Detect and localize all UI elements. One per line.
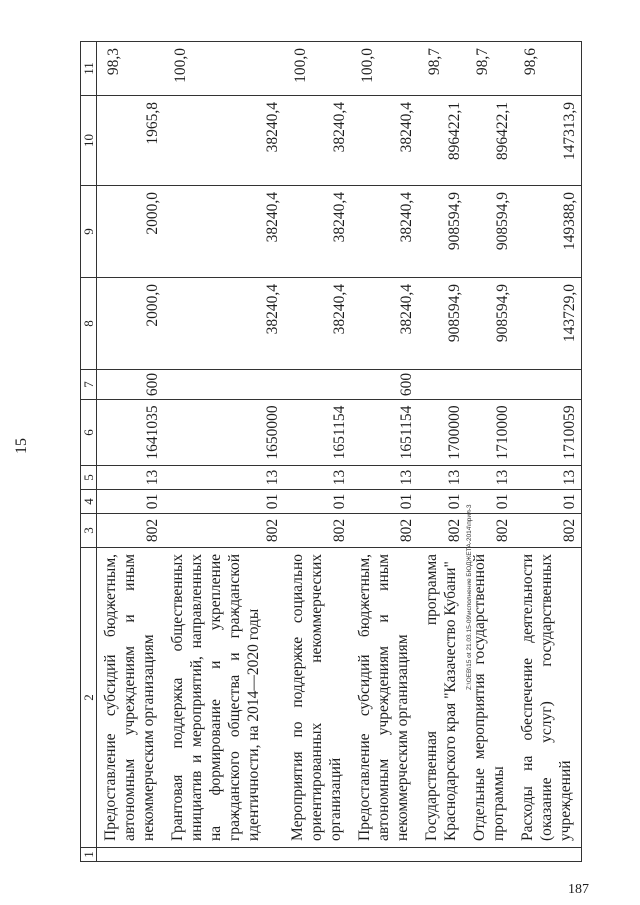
cell-code: 01 [418,490,466,514]
table-row [164,42,284,862]
cell-code: 01 [97,490,165,514]
cell-code: 600 [97,370,165,400]
rotated-table-area [80,42,578,862]
cell-code [466,370,514,400]
cell-code: 1641035 [97,400,165,466]
cell-value: 38240,4 [164,186,284,278]
cell-value: 2000,0 [97,186,165,278]
cell-code: 802 [97,514,165,548]
page-number-top: 15 [13,438,30,454]
cell-value: 908594,9 [418,186,466,278]
cell-value: 38240,4 [351,186,418,278]
column-header: 1 [81,848,97,862]
cell-value: 1965,8 [97,96,165,186]
cell-code: 01 [351,490,418,514]
cell-code: 802 [284,514,351,548]
row-name: Расходы на обеспечение деятельности (оказание услуг) государственных учреждений [514,548,582,848]
cell-code: 1710059 [514,400,582,466]
column-header: 5 [81,466,97,490]
cell-percent: 98,7 [418,42,466,96]
cell-value: 908594,9 [466,278,514,370]
file-path-footer: Z:\OEB\15 ot 21.03.15-09\исполнение БЮДЖЕТА-2014\прил-3 [466,504,473,690]
table-row [514,42,582,862]
cell-code: 01 [514,490,582,514]
cell-value: 38240,4 [164,96,284,186]
cell-code: 01 [284,490,351,514]
cell-value: 908594,9 [466,186,514,278]
cell-value: 147313,9 [514,96,582,186]
table-row [284,42,351,862]
column-header: 10 [81,96,97,186]
cell-code: 802 [164,514,284,548]
cell-code: 13 [514,466,582,490]
cell-code: 802 [351,514,418,548]
cell-code: 13 [418,466,466,490]
cell-code: 1650000 [164,400,284,466]
cell-code: 1651154 [284,400,351,466]
table-row [351,42,418,862]
row-name: Государственная программа Краснодарского края "Казачество Кубани" [418,548,466,848]
page-number-bottom: 187 [568,882,589,897]
cell-code: 600 [351,370,418,400]
cell-value: 38240,4 [284,186,351,278]
cell-code: 13 [284,466,351,490]
budget-table [80,41,582,862]
cell-code: 01 [466,490,514,514]
cell-value: 896422,1 [466,96,514,186]
row-name: Мероприятия по поддержке социально ориентированных некоммерческих организаций [284,548,351,848]
cell-value: 38240,4 [164,278,284,370]
column-header: 7 [81,370,97,400]
cell-value: 896422,1 [418,96,466,186]
cell-code: 13 [97,466,165,490]
cell-value: 38240,4 [351,96,418,186]
row-name: Предоставление субсидий бюджетным, автономным учреждениям и иным некоммерческим организациям [97,548,165,848]
cell-code: 13 [164,466,284,490]
cell-code: 802 [514,514,582,548]
cell-value: 149388,0 [514,186,582,278]
cell-value: 38240,4 [284,278,351,370]
column-header: 2 [81,548,97,848]
cell-percent: 100,0 [284,42,351,96]
table-header-row [81,42,97,862]
column-header: 9 [81,186,97,278]
cell-code: 1651154 [351,400,418,466]
cell-code [164,370,284,400]
cell-percent: 98,6 [514,42,582,96]
cell-value: 38240,4 [351,278,418,370]
cell-code [284,370,351,400]
row-name: Отдельные мероприятия государственной программы [466,548,514,848]
row-name: Грантовая поддержка общественных инициатив и мероприятий, направленных на формирование и укрепление гражданского общества и гражданской идентичности, на 2014—2020 годы [164,548,284,848]
cell-code [514,370,582,400]
cell-value: 38240,4 [284,96,351,186]
cell-percent: 100,0 [164,42,284,96]
cell-code: 802 [418,514,466,548]
cell-code: 1710000 [466,400,514,466]
cell-value: 143729,0 [514,278,582,370]
column-header: 8 [81,278,97,370]
row-name: Предоставление субсидий бюджетным, автономным учреждениям и иным некоммерческим организациям [351,548,418,848]
column-header: 3 [81,514,97,548]
cell-percent: 100,0 [351,42,418,96]
cell-code [418,370,466,400]
cell-code: 13 [466,466,514,490]
table-row [97,42,165,862]
cell-percent: 98,3 [97,42,165,96]
column-header: 11 [81,42,97,96]
cell-percent: 98,7 [466,42,514,96]
cell-value: 908594,9 [418,278,466,370]
cell-code: 1700000 [418,400,466,466]
cell-code: 13 [351,466,418,490]
column-header: 4 [81,490,97,514]
table-row [418,42,466,862]
column-header: 6 [81,400,97,466]
cell-value: 2000,0 [97,278,165,370]
cell-code: 802 [466,514,514,548]
cell-code: 01 [164,490,284,514]
